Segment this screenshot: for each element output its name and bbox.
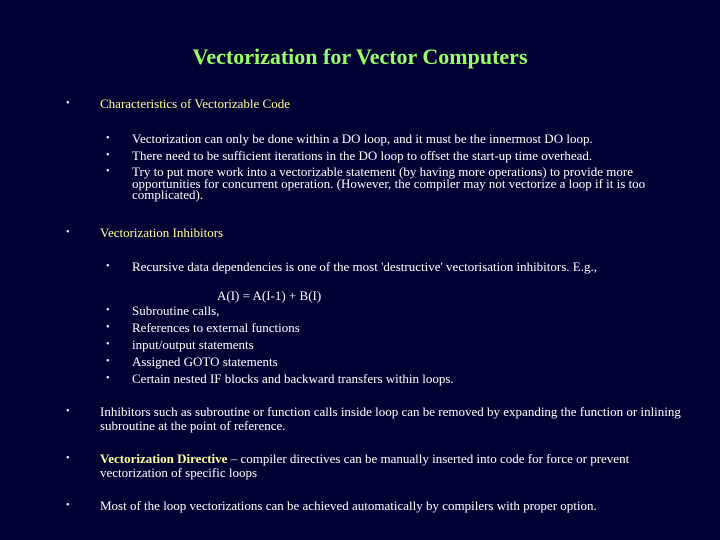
list-item bbox=[106, 371, 677, 386]
list-item-text: Recursive data dependencies is one of the most 'destructive' vectorisation inhibitors. E.g., bbox=[132, 259, 597, 274]
paragraph-automatic bbox=[66, 498, 690, 513]
bullet: • bbox=[106, 322, 110, 333]
bullet: • bbox=[106, 339, 110, 350]
list-item bbox=[106, 148, 677, 163]
list-item-text: input/output statements bbox=[132, 337, 254, 352]
list-item-text: Try to put more work into a vectorizable statement (by having more operations) to provide more opportunities for concurrent operation. (However, the compiler may not vectorize a loop if it is too complicated). bbox=[132, 164, 646, 202]
paragraph-text: Inhibitors such as subroutine or function calls inside loop can be removed by expanding the function or inlining subroutine at the point of reference. bbox=[100, 404, 681, 433]
bullet: • bbox=[66, 500, 70, 511]
bullet: • bbox=[106, 356, 110, 367]
section-heading-label: Vectorization Inhibitors bbox=[100, 225, 224, 240]
section-heading-characteristics bbox=[66, 96, 690, 111]
bullet: • bbox=[106, 305, 110, 316]
paragraph-inhibitors-removal bbox=[66, 404, 690, 433]
directive-term: Vectorization Directive bbox=[100, 451, 228, 466]
list-item-text: Certain nested IF blocks and backward transfers within loops. bbox=[132, 371, 454, 386]
list-item bbox=[106, 303, 677, 318]
list-item-text: Subroutine calls, bbox=[132, 303, 220, 318]
bullet: • bbox=[66, 98, 70, 109]
section-heading-label: Characteristics of Vectorizable Code bbox=[100, 96, 290, 111]
list-item bbox=[106, 259, 677, 274]
paragraph-directive bbox=[66, 451, 690, 480]
bullet: • bbox=[66, 227, 70, 238]
paragraph-text: Most of the loop vectorizations can be achieved automatically by compilers with proper option. bbox=[100, 498, 597, 513]
list-item-text: References to external functions bbox=[132, 320, 300, 335]
bullet: • bbox=[106, 261, 110, 272]
section-heading-inhibitors bbox=[66, 225, 690, 240]
list-item bbox=[106, 131, 677, 146]
directive-text: – compiler directives can be manually inserted into code for force or prevent vectorization of specific loops bbox=[100, 451, 630, 480]
bullet: • bbox=[106, 373, 110, 384]
bullet: • bbox=[106, 150, 110, 161]
bullet: • bbox=[106, 133, 110, 144]
bullet: • bbox=[106, 166, 110, 177]
list-item bbox=[106, 320, 677, 335]
list-item-text: There need to be sufficient iterations in the DO loop to offset the start-up time overhead. bbox=[132, 148, 593, 163]
list-item-text: Assigned GOTO statements bbox=[132, 354, 278, 369]
slide-title: Vectorization for Vector Computers bbox=[192, 44, 528, 69]
list-item bbox=[106, 354, 677, 369]
bullet: • bbox=[66, 453, 70, 464]
formula: A(I) = A(I-1) + B(I) bbox=[217, 288, 322, 303]
list-item bbox=[106, 337, 677, 352]
list-item-text: Vectorization can only be done within a DO loop, and it must be the innermost DO loop. bbox=[132, 131, 593, 146]
bullet: • bbox=[66, 406, 70, 417]
list-item bbox=[106, 164, 677, 202]
